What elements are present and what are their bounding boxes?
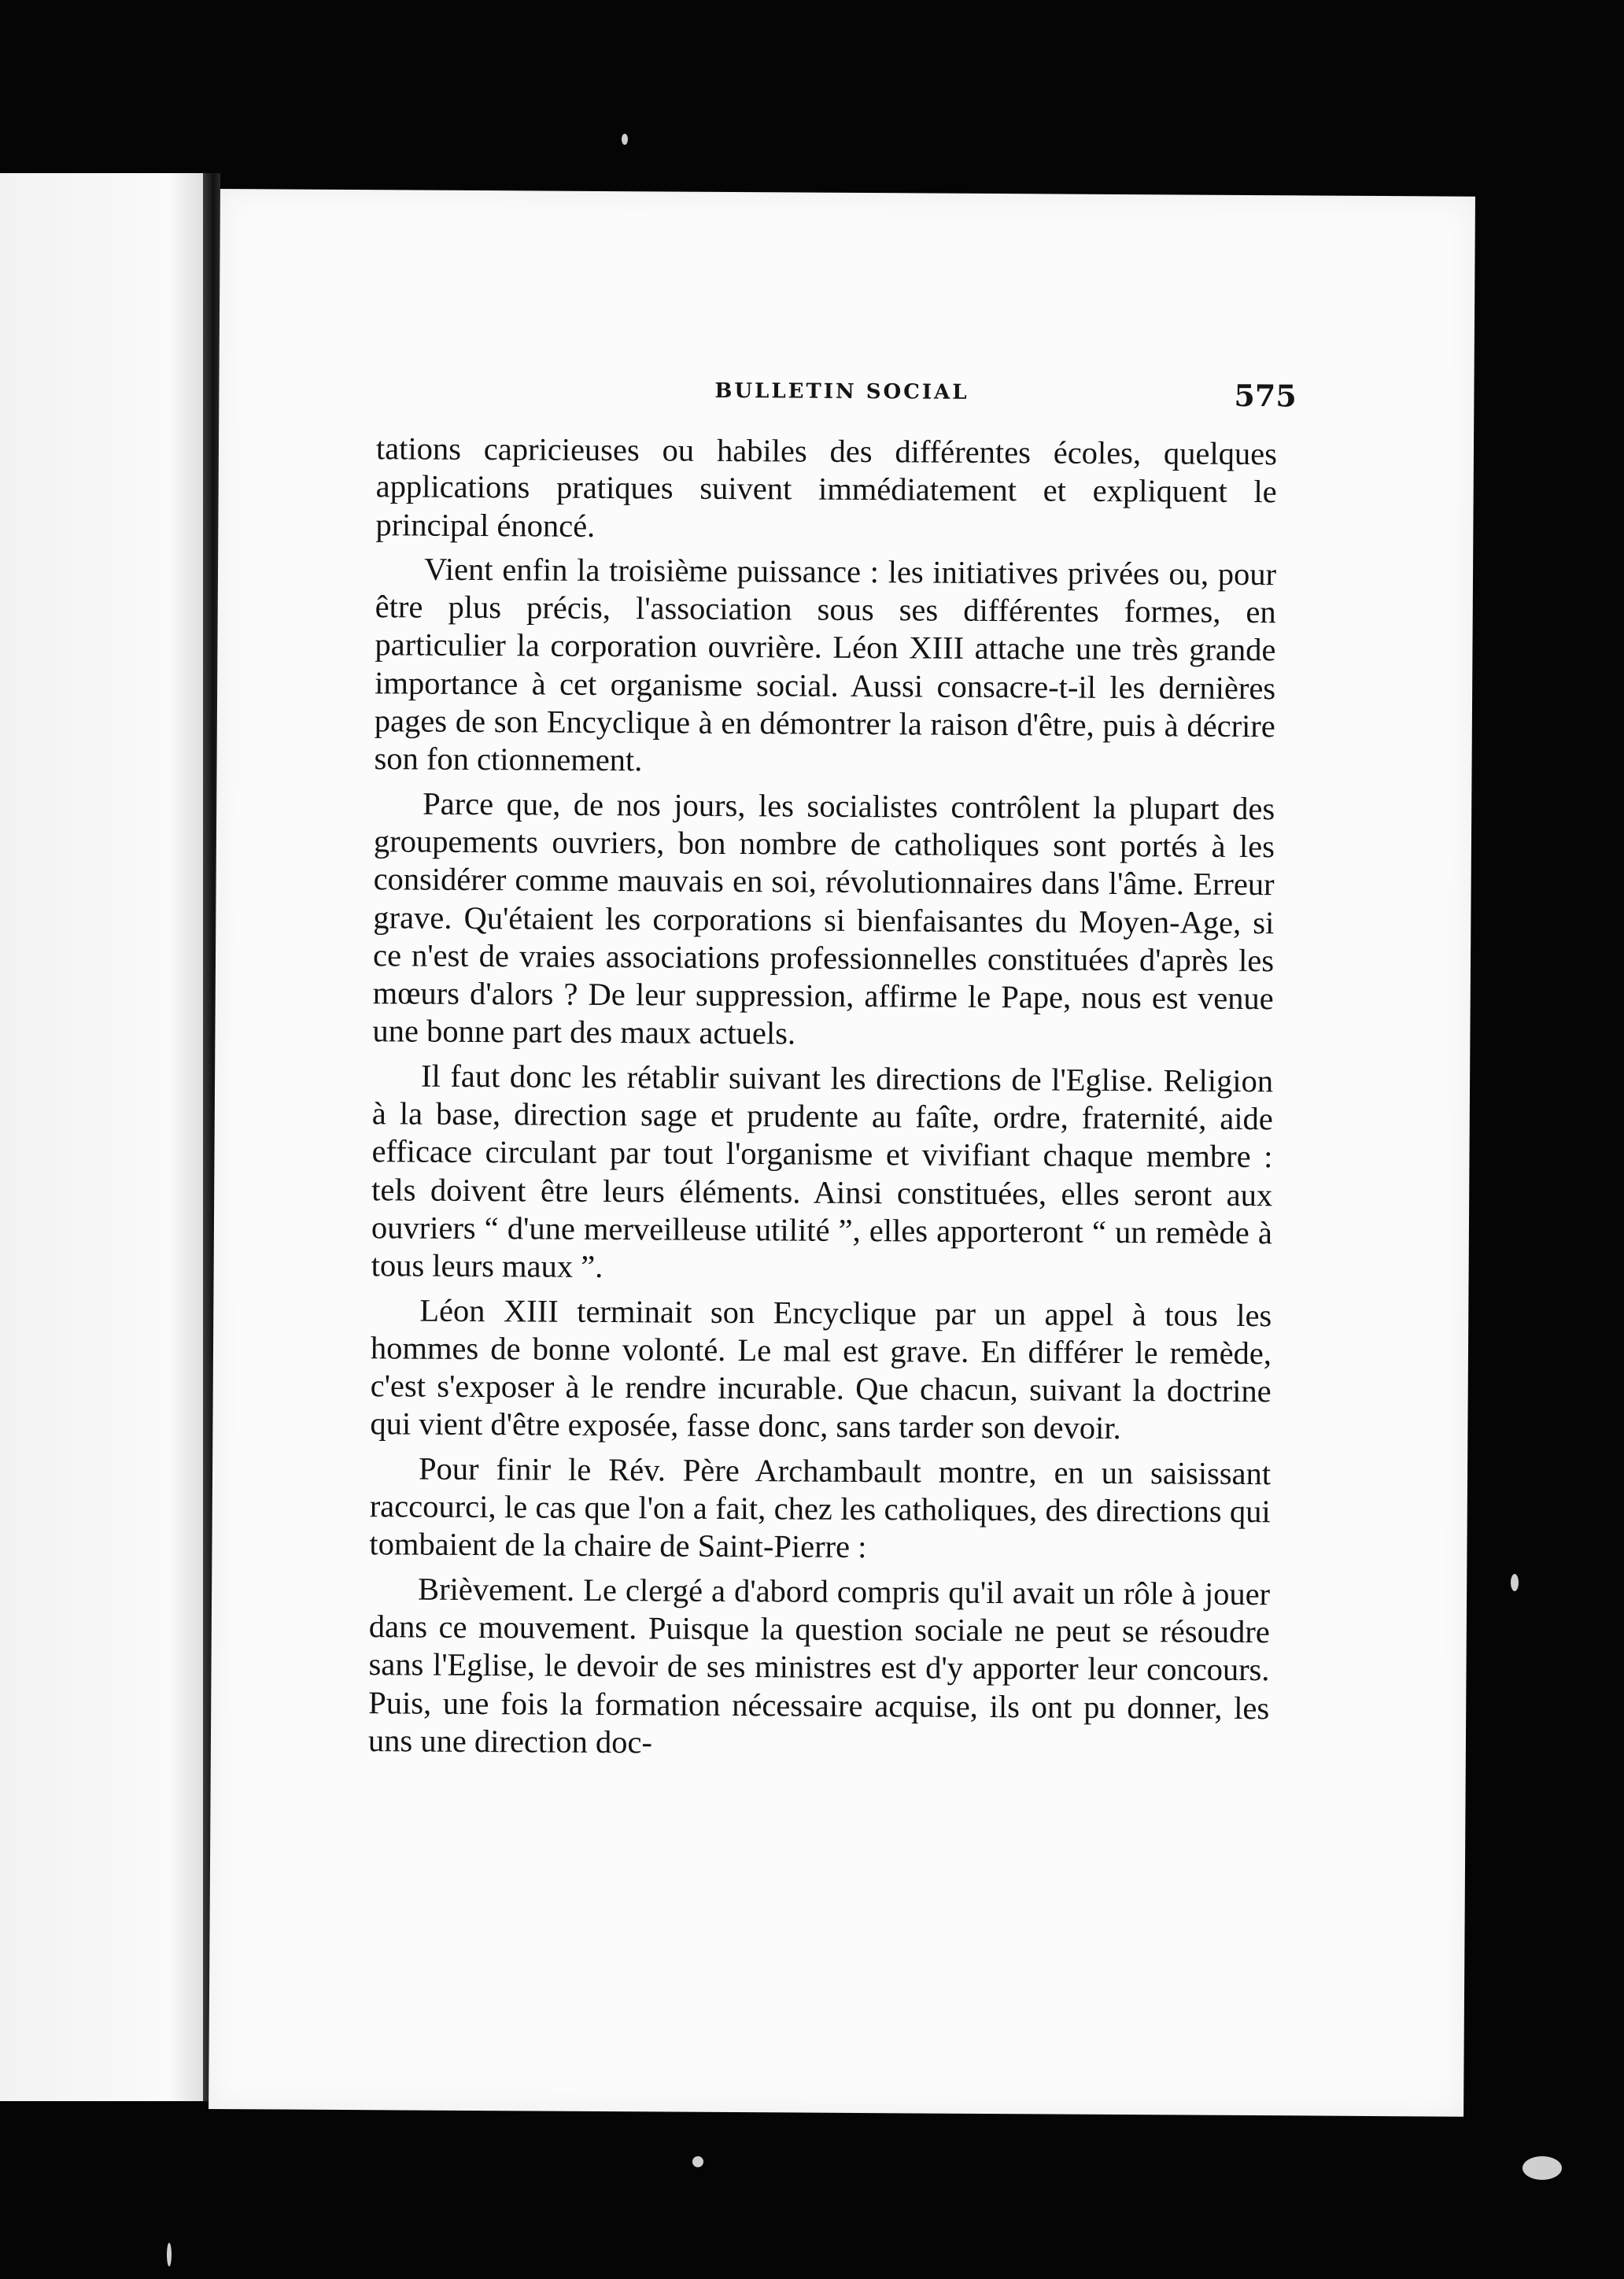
paragraph-2: Vient enfin la troisième puissance : les initiatives privées ou, pour être plus précis, l'association sous ses différentes formes, en particulier la corporation ouvrière. Léon XIII attache une très grande importance à cet organisme social. Aussi consacre-t-il les dernières pages de son Encyclique à en démontrer la raison d'être, puis à décrire son fon ctionnement. <box>374 551 1277 778</box>
paragraph-6: Pour finir le Rév. Père Archambault montre, en un saisissant raccourci, le cas que l'on a fait, chez les catholiques, des directions qui tombaient de la chaire de Saint-Pierre : <box>369 1450 1272 1565</box>
page-number: 575 <box>1234 377 1297 414</box>
running-title: BULLETIN SOCIAL <box>714 379 969 404</box>
scan-speck <box>692 2156 703 2167</box>
paragraph-1: tations capricieuses ou habiles des différentes écoles, quelques applications pratiques suivent immédiatement et expliquent le principal énoncé. <box>375 430 1278 544</box>
body-text <box>368 430 1277 1771</box>
paragraph-5: Léon XIII terminait son Encyclique par un appel à tous les hommes de bonne volonté. Le mal est grave. En différer le remède, c'est s'exposer à le rendre incurable. Que chacun, suivant la doctrine qui vient d'être exposée, fasse donc, sans tarder son devoir. <box>370 1292 1272 1446</box>
paragraph-3: Parce que, de nos jours, les socialistes contrôlent la plupart des groupements ouvriers, bon nombre de catholiques sont portés à les considérer comme mauvais en soi, révolutionnaires dans l'âme. Erreur grave. Qu'étaient les corporations si bienfaisantes du Moyen-Age, si ce n'est de vraies associations professionnelles constituées d'après les mœurs d'alors ? De leur suppression, affirme le Pape, nous est venue une bonne part des maux actuels. <box>372 785 1275 1051</box>
scan-speck <box>1522 2156 1562 2180</box>
book-page <box>209 189 1475 2117</box>
left-page-edge <box>0 173 211 2101</box>
scan-speck <box>1511 1574 1519 1591</box>
scan-speck <box>167 2243 172 2266</box>
running-head <box>219 376 1474 431</box>
scan-speck <box>622 134 628 145</box>
paragraph-4: Il faut donc les rétablir suivant les directions de l'Eglise. Religion à la base, direction sage et prudente au faîte, ordre, fraternité, aide efficace circulant par tout l'organisme et vivifiant chaque membre : tels doivent être leurs éléments. Ainsi constituées, elles seront aux ouvriers “ d'une merveilleuse utilité ”, elles apporteront “ un remède à tous leurs maux ”. <box>371 1058 1274 1285</box>
paragraph-7: Brièvement. Le clergé a d'abord compris qu'il avait un rôle à jouer dans ce mouvement. Puisque la question sociale ne peut se résoudre sans l'Eglise, le devoir de ses ministres est d'y apporter leur concours. Puis, une fois la formation nécessaire acquise, ils ont pu donner, les uns une direction doc- <box>367 1571 1271 1760</box>
